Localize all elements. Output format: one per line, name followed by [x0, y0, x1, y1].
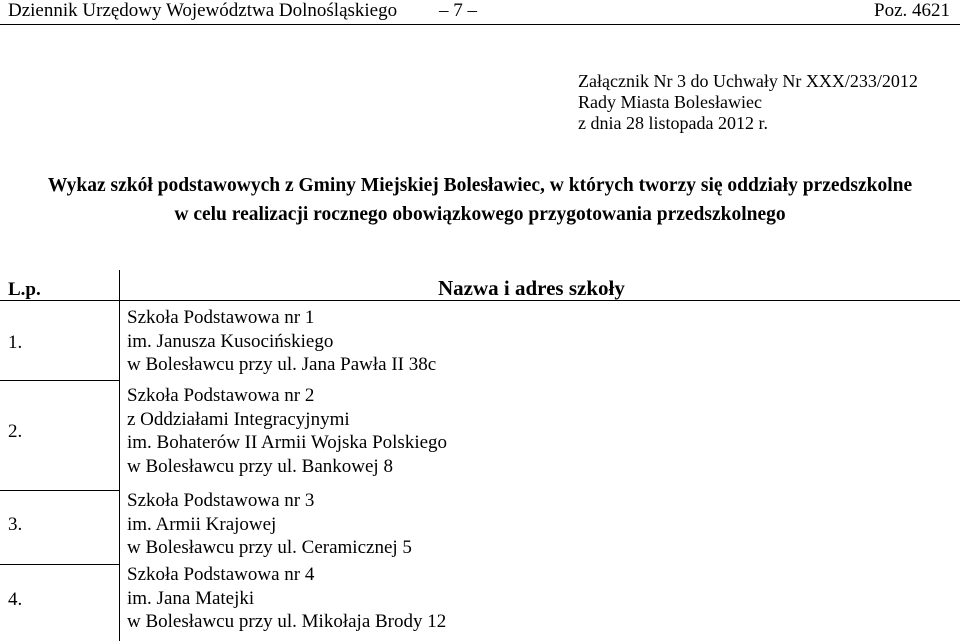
table-row [0, 490, 960, 570]
page-number: – 7 – [439, 0, 477, 21]
school-line: im. Janusza Kusocińskiego [127, 330, 334, 352]
table-row [0, 380, 960, 490]
school-line: Szkoła Podstawowa nr 3 [127, 490, 315, 511]
school-line: im. Jana Matejki [127, 587, 255, 609]
school-entry [127, 489, 412, 560]
column-header-name: Nazwa i adres szkoły [438, 276, 625, 300]
annex-reference [578, 71, 918, 134]
annex-line-2: Rady Miasta Bolesławiec [578, 92, 762, 112]
school-entry [127, 306, 436, 377]
school-entry [127, 563, 446, 634]
school-line: Szkoła Podstawowa nr 1 [127, 307, 315, 328]
annex-line-1: Załącznik Nr 3 do Uchwały Nr XXX/233/2012 [578, 71, 918, 91]
annex-line-3: z dnia 28 listopada 2012 r. [578, 113, 768, 133]
school-line: im. Armii Krajowej [127, 513, 277, 535]
row-number: 3. [8, 514, 23, 535]
page-header [0, 0, 960, 25]
column-header-lp: L.p. [8, 279, 41, 300]
row-number: 2. [8, 421, 23, 442]
school-entry [127, 384, 447, 478]
position-number: Poz. 4621 [874, 0, 950, 21]
document-title [0, 171, 960, 229]
school-line: w Bolesławcu przy ul. Jana Pawła II 38c [127, 354, 437, 375]
title-line-2: w celu realizacji rocznego obowiązkowego przygotowania przedszkolnego [174, 204, 786, 225]
school-line: Szkoła Podstawowa nr 4 [127, 564, 315, 585]
school-line: im. Bohaterów II Armii Wojska Polskiego [127, 432, 448, 453]
title-line-1: Wykaz szkół podstawowych z Gminy Miejskiej Bolesławiec, w których tworzy się oddziały przedszkolne [47, 175, 913, 196]
school-line: z Oddziałami Integracyjnymi [127, 408, 350, 430]
table-row [0, 564, 960, 641]
row-number: 4. [8, 589, 23, 610]
schools-table [0, 270, 960, 641]
journal-title: Dziennik Urzędowy Województwa Dolnośląskiego [8, 0, 398, 21]
table-row [0, 300, 960, 380]
school-line: w Bolesławcu przy ul. Bankowej 8 [127, 455, 393, 477]
row-number: 1. [8, 332, 23, 353]
school-line: w Bolesławcu przy ul. Ceramicznej 5 [127, 537, 412, 558]
school-line: w Bolesławcu przy ul. Mikołaja Brody 12 [127, 611, 447, 632]
table-header-row [0, 270, 960, 302]
school-line: Szkoła Podstawowa nr 2 [127, 385, 315, 406]
